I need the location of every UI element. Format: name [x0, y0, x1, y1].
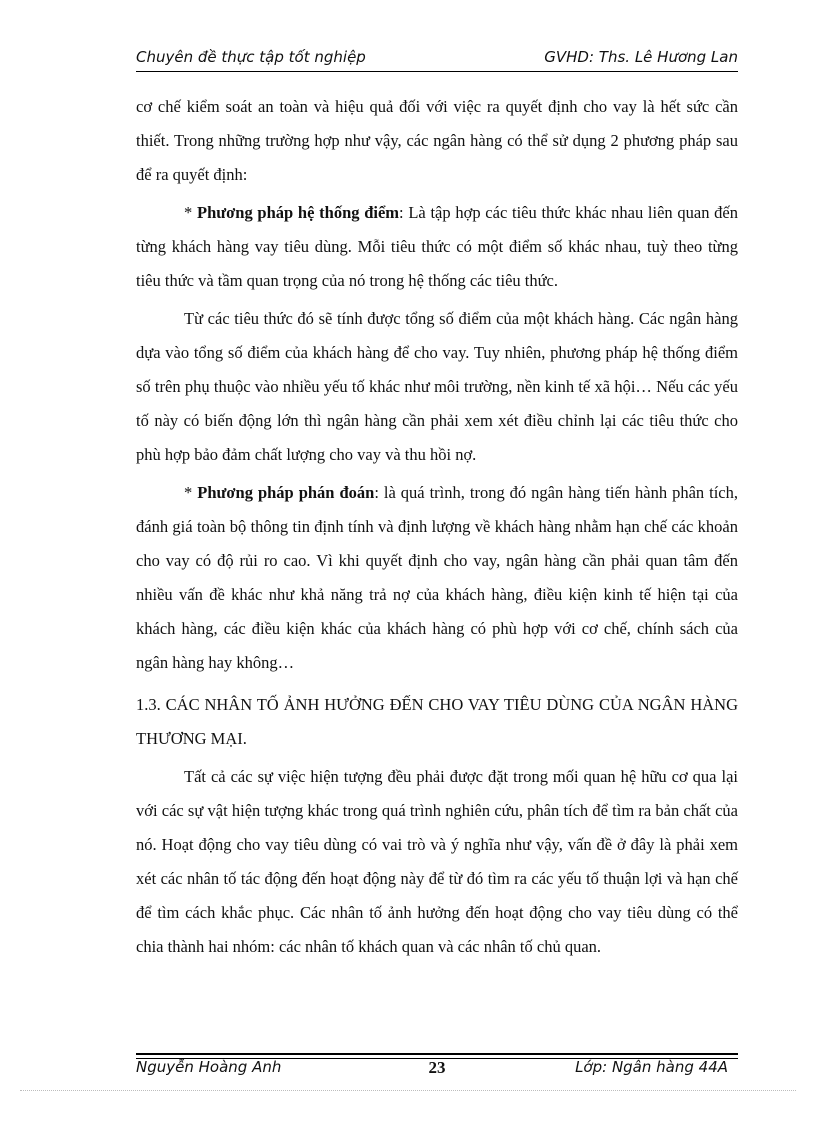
paragraph-4-text: : là quá trình, trong đó ngân hàng tiến hành phân tích, đánh giá toàn bộ thông tin định tính và định lượng về khách hàng nhằm hạn chế các khoản cho vay có độ rủi ro cao. Vì khi quyết định cho vay, ngân hàng cần phải quan tâm đến nhiều vấn đề khác như khả năng trả nợ của khách hàng, điều kiện kinh tế hiện tại của khách hàng, các điều kiện khác của khách hàng có phù hợp với cơ chế, chính sách của ngân hàng hay không… — [136, 483, 738, 672]
page-footer — [136, 1058, 738, 1082]
paragraph-2 — [136, 196, 738, 298]
header-left-title: Chuyên đề thực tập tốt nghiệp — [136, 48, 366, 66]
paragraph-5: Tất cả các sự việc hiện tượng đều phải được đặt trong mối quan hệ hữu cơ qua lại với các sự vật hiện tượng khác trong quá trình nghiên cứu, phân tích để tìm ra bản chất của nó. Hoạt động cho vay tiêu dùng có vai trò và ý nghĩa như vậy, vấn đề ở đây là phải xem xét các nhân tố tác động đến hoạt động này để từ đó tìm ra các yếu tố thuận lợi và hạn chế để tìm cách khắc phục. Các nhân tố ảnh hưởng đến hoạt động cho vay tiêu dùng có thể chia thành hai nhóm: các nhân tố khách quan và các nhân tố chủ quan. — [136, 767, 738, 956]
bullet-marker: * — [184, 203, 193, 222]
paragraph-2-text: : Là tập hợp các tiêu thức khác nhau liên quan đến từng khách hàng vay tiêu dùng. Mỗi tiêu thức có một điểm số khác nhau, tuỳ theo từng tiêu thức và tầm quan trọng của nó trong hệ thống các tiêu thức. — [136, 203, 739, 290]
header-right-advisor: GVHD: Ths. Lê Hương Lan — [544, 48, 738, 66]
paragraph-4-heading: Phương pháp phán đoán — [197, 483, 375, 502]
header-rule — [136, 71, 738, 72]
paragraph-4 — [136, 476, 738, 680]
footer-class: Lớp: Ngân hàng 44A — [575, 1058, 728, 1076]
document-body — [136, 90, 738, 964]
bullet-marker: * — [184, 483, 193, 502]
page-header — [136, 46, 738, 70]
page-bottom-border — [20, 1090, 796, 1091]
paragraph-2-heading: Phương pháp hệ thống điểm — [196, 203, 400, 222]
page-number: 23 — [428, 1058, 446, 1077]
section-title: 1.3. CÁC NHÂN TỐ ẢNH HƯỞNG ĐẾN CHO VAY TIÊU DÙNG CỦA NGÂN HÀNG THƯƠNG MẠI. — [136, 695, 738, 748]
paragraph-3: Từ các tiêu thức đó sẽ tính được tổng số điểm của một khách hàng. Các ngân hàng dựa vào tổng số điểm của khách hàng để cho vay. Tuy nhiên, phương pháp hệ thống điểm số trên phụ thuộc vào nhiều yếu tố khác như môi trường, nền kinh tế xã hội… Nếu các yếu tố này có biến động lớn thì ngân hàng cần phải xem xét điều chỉnh lại các tiêu thức cho phù hợp bảo đảm chất lượng cho vay và thu hồi nợ. — [136, 309, 738, 464]
paragraph-1: cơ chế kiểm soát an toàn và hiệu quả đối với việc ra quyết định cho vay là hết sức cần thiết. Trong những trường hợp như vậy, các ngân hàng có thể sử dụng 2 phương pháp sau để ra quyết định: — [136, 97, 738, 184]
footer-author: Nguyễn Hoàng Anh — [136, 1058, 282, 1076]
